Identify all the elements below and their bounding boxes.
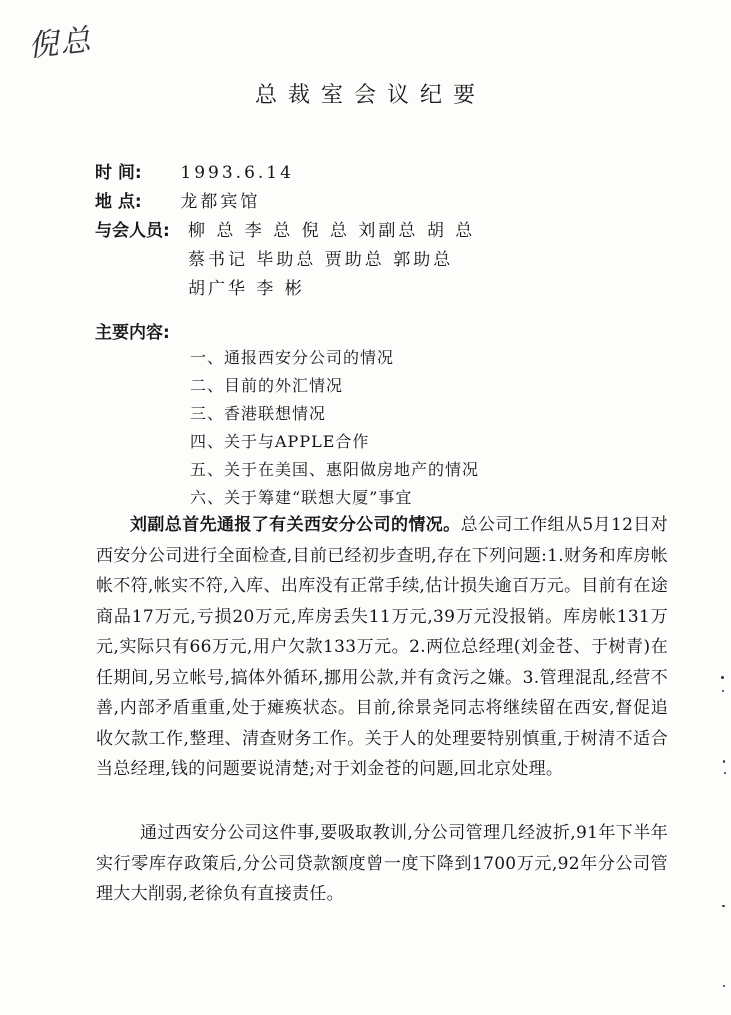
scan-speck [722,690,724,692]
document-title: 总裁室会议纪要 [254,83,486,108]
time-label: 时 间: [95,163,142,183]
handwritten-note: 倪总 [26,22,95,65]
place-label: 地 点: [95,192,142,212]
scan-speck [724,772,726,774]
agenda-item: 一、通报西安分公司的情况 [190,348,395,367]
agenda-item: 六、关于筹建“联想大厦”事宜 [190,488,413,507]
attendees-line: 蔡书记 毕助总 贾助总 郭助总 [188,250,454,270]
main-content-label: 主要内容: [95,323,170,343]
scan-speck [723,985,725,987]
paragraph-text: 通过西安分公司这件事,要吸取教训,分公司管理几经波折,91年下半年实行零库存政策后,分公司贷款额度曾一度下降到1700万元,92年分公司管理大大削弱,老徐负有直接责任。 [96,823,668,904]
paragraph-text: 总公司工作组从5月12日对西安分公司进行全面检查,目前已经初步查明,存在下列问题:1.财务和库房帐帐不符,帐实不符,入库、出库没有正常手续,估计损失逾百万元。目前有在途商品17万元,亏损20万元,库房丢失11万元,39万元没报销。库房帐131万元,实际只有66万元,用户欠款133万元。2.两位总经理(刘金苍、于树青)在任期间,另立帐号,搞体外循环,挪用公款,并有贪污之嫌。3.管理混乱,经营不善,内部矛盾重重,处于瘫痪状态。目前,徐景尧同志将继续留在西安,督促追收欠款工作,整理、清查财务工作。关于人的处理要特别慎重,于树清不适合当总经理,钱的问题要说清楚;对于刘金苍的问题,回北京处理。 [96,515,668,779]
paragraph-lead: 刘副总首先通报了有关西安分公司的情况。 [130,515,461,535]
meta-place [95,187,260,212]
paragraph-1 [96,510,668,785]
place-value: 龙都宾馆 [180,192,261,212]
scan-speck [722,905,725,907]
meta-attendees [95,216,175,241]
agenda-item: 三、香港联想情况 [190,404,327,423]
attendees-line: 胡广华 李 彬 [188,279,305,299]
time-value: 1993.6.14 [180,163,294,183]
scan-speck [723,760,725,763]
paragraph-2 [96,818,668,910]
attendees-line: 柳 总 李 总 倪 总 刘副总 胡 总 [188,221,476,241]
scan-speck [721,676,724,679]
agenda-item: 二、目前的外汇情况 [190,376,344,395]
attendees-label: 与会人员: [95,221,170,241]
meta-time [95,158,294,183]
agenda-item: 五、关于在美国、惠阳做房地产的情况 [190,460,480,479]
agenda-item: 四、关于与APPLE合作 [190,432,370,451]
